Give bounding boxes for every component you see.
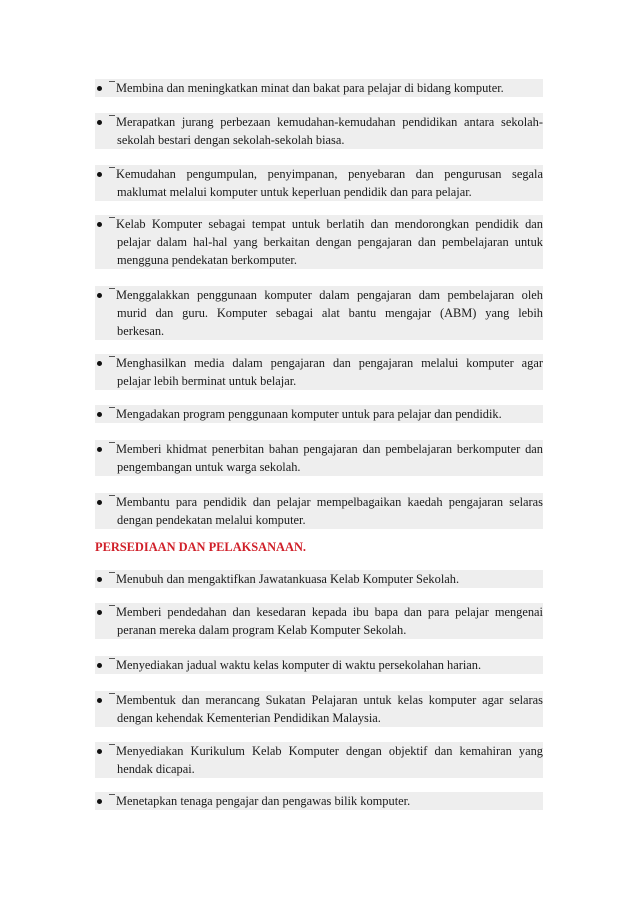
list-item-line: [95, 304, 543, 322]
list-item-text: Membentuk dan merancang Sukatan Pelajaran untuk kelas komputer agar selaras: [116, 693, 543, 707]
list-item-text: Menetapkan tenaga pengajar dan pengawas bilik komputer.: [116, 794, 411, 808]
bullet-icon: [97, 799, 102, 804]
list-item: [95, 354, 543, 390]
marker-icon: [109, 442, 115, 454]
list-item-line: [95, 570, 543, 588]
list-item: [95, 165, 543, 201]
bullet-icon: [97, 293, 102, 298]
list-item-line: [95, 656, 543, 674]
list-item: [95, 493, 543, 529]
list-item-line: [95, 372, 543, 390]
list-item-line: [95, 215, 543, 233]
bullet-icon: [97, 577, 102, 582]
list-item: [95, 286, 543, 340]
bullet-icon: [97, 698, 102, 703]
bullet-icon: [97, 610, 102, 615]
list-item-line: [95, 742, 543, 760]
list-item-text: Merapatkan jurang perbezaan kemudahan-kemudahan pendidikan antara sekolah-: [116, 115, 543, 129]
bullet-icon: [97, 500, 102, 505]
list-item-text: dengan pendekatan melalui komputer.: [117, 513, 306, 527]
marker-icon: [109, 605, 115, 617]
bullet-icon: [97, 412, 102, 417]
list-item-line: [95, 113, 543, 131]
bullet-icon: [97, 447, 102, 452]
marker-icon: [109, 794, 115, 806]
list-item-text: Menggalakkan penggunaan komputer dalam pengajaran dam pembelajaran oleh: [116, 288, 543, 302]
list-item-text: Membantu para pendidik dan pelajar mempelbagaikan kaedah pengajaran selaras: [116, 495, 543, 509]
list-item-line: [95, 760, 543, 778]
list-item: [95, 656, 543, 674]
marker-icon: [109, 658, 115, 670]
marker-icon: [109, 288, 115, 300]
list-item: [95, 792, 543, 810]
list-item: [95, 113, 543, 149]
list-item-text: Menyediakan jadual waktu kelas komputer di waktu persekolahan harian.: [116, 658, 482, 672]
bullet-icon: [97, 120, 102, 125]
bullet-icon: [97, 663, 102, 668]
marker-icon: [109, 167, 115, 179]
section-heading: PERSEDIAAN DAN PELAKSANAAN.: [95, 537, 543, 557]
list-item-text: mengguna pendekatan berkomputer.: [117, 253, 297, 267]
marker-icon: [109, 81, 115, 93]
list-item: [95, 405, 543, 423]
list-item-line: [95, 286, 543, 304]
list-item-line: [95, 603, 543, 621]
list-item-text: Membina dan meningkatkan minat dan bakat para pelajar di bidang komputer.: [116, 81, 504, 95]
list-item-line: [95, 354, 543, 372]
list-item-text: sekolah bestari dengan sekolah-sekolah biasa.: [117, 133, 345, 147]
bullet-icon: [97, 172, 102, 177]
marker-icon: [109, 115, 115, 127]
list-item-line: [95, 79, 543, 97]
list-item-text: peranan mereka dalam program Kelab Komputer Sekolah.: [117, 623, 407, 637]
list-item-text: Menyediakan Kurikulum Kelab Komputer dengan objektif dan kemahiran yang: [116, 744, 543, 758]
list-item-text: Kelab Komputer sebagai tempat untuk berlatih dan mendorongkan pendidik dan: [116, 217, 543, 231]
list-item-text: Mengadakan program penggunaan komputer untuk para pelajar dan pendidik.: [116, 407, 502, 421]
list-item-text: hendak dicapai.: [117, 762, 195, 776]
list-item: [95, 440, 543, 476]
marker-icon: [109, 744, 115, 756]
bullet-icon: [97, 86, 102, 91]
list-item-line: [95, 458, 543, 476]
list-item-line: [95, 709, 543, 727]
marker-icon: [109, 217, 115, 229]
list-item-text: Memberi pendedahan dan kesedaran kepada ibu bapa dan para pelajar mengenai: [116, 605, 543, 619]
list-item-line: [95, 405, 543, 423]
list-item-text: Menghasilkan media dalam pengajaran dan pengajaran melalui komputer agar: [116, 356, 543, 370]
marker-icon: [109, 356, 115, 368]
list-item-line: [95, 511, 543, 529]
marker-icon: [109, 572, 115, 584]
list-item-text: pelajar dalam hal-hal yang berkaitan dengan pengajaran dan pembelajaran untuk: [117, 235, 543, 249]
marker-icon: [109, 693, 115, 705]
bullet-icon: [97, 749, 102, 754]
list-item: [95, 603, 543, 639]
bullet-icon: [97, 361, 102, 366]
bullet-icon: [97, 222, 102, 227]
list-item: [95, 215, 543, 269]
list-item-text: pelajar lebih berminat untuk belajar.: [117, 374, 297, 388]
list-item-line: [95, 792, 543, 810]
marker-icon: [109, 495, 115, 507]
list-item-text: Menubuh dan mengaktifkan Jawatankuasa Kelab Komputer Sekolah.: [116, 572, 460, 586]
list-item-line: [95, 691, 543, 709]
list-item-line: [95, 493, 543, 511]
list-item-text: Memberi khidmat penerbitan bahan pengajaran dan pembelajaran berkomputer dan: [116, 442, 543, 456]
list-item-line: [95, 183, 543, 201]
list-item-line: [95, 322, 543, 340]
list-item-line: [95, 165, 543, 183]
list-item-line: [95, 233, 543, 251]
list-item-text: Kemudahan pengumpulan, penyimpanan, penyebaran dan pengurusan segala: [116, 167, 543, 181]
list-item-line: [95, 621, 543, 639]
list-item: [95, 79, 543, 97]
list-item-line: [95, 440, 543, 458]
list-item-text: maklumat melalui komputer untuk keperluan pendidik dan para pelajar.: [117, 185, 472, 199]
list-item-text: pengembangan untuk warga sekolah.: [117, 460, 301, 474]
list-item-text: berkesan.: [117, 324, 165, 338]
list-item-line: [95, 131, 543, 149]
list-item-text: murid dan guru. Komputer sebagai alat bantu mengajar (ABM) yang lebih: [117, 306, 543, 320]
list-item: [95, 570, 543, 588]
list-item-line: [95, 251, 543, 269]
list-item: [95, 742, 543, 778]
list-item-text: dengan kehendak Kementerian Pendidikan Malaysia.: [117, 711, 381, 725]
list-item: [95, 691, 543, 727]
marker-icon: [109, 407, 115, 419]
